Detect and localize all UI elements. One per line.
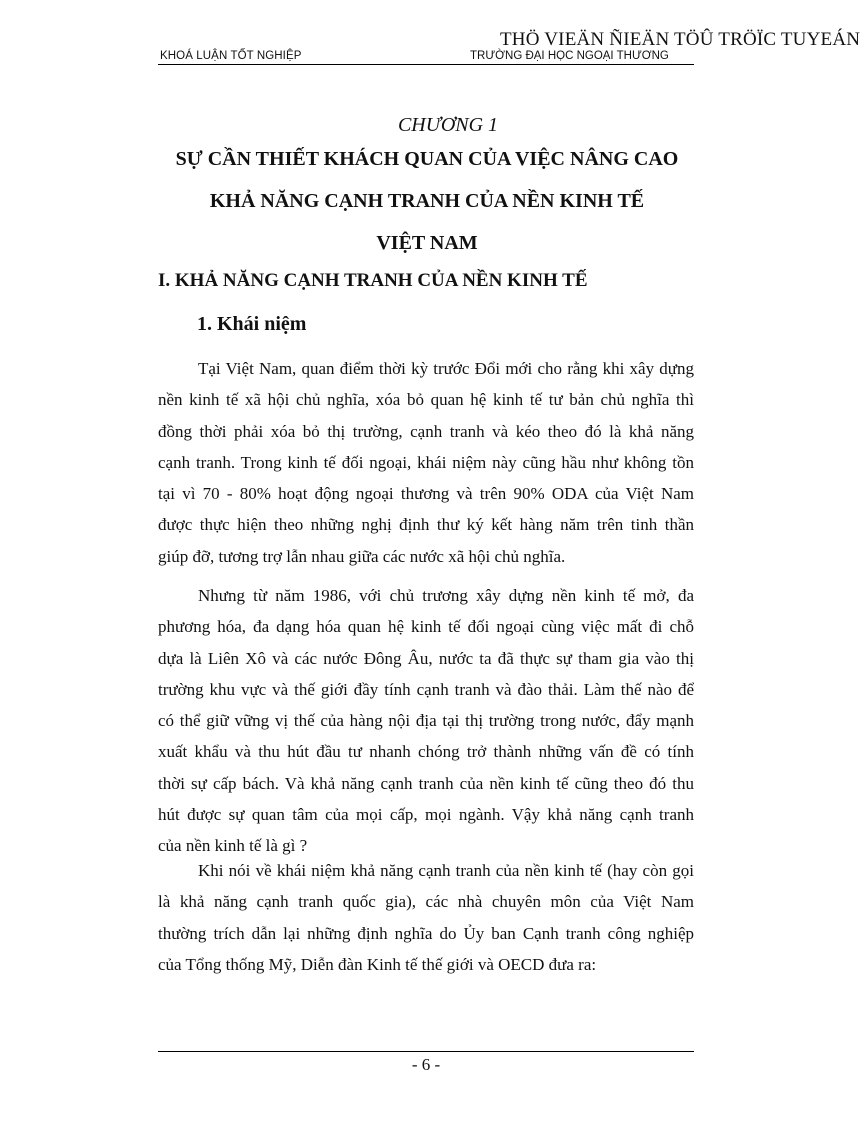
chapter-title [160,138,694,264]
text-line: Nhưng từ năm 1986, với chủ trương xây dựng nền kinh tế mở, đa [198,586,694,605]
chapter-title-line: SỰ CẦN THIẾT KHÁCH QUAN CỦA VIỆC NÂNG CAO [175,148,679,170]
text-line: phương hóa, đa dạng hóa quan hệ kinh tế đối ngoại cùng việc mất đi chỗ [158,617,694,637]
text-line: có thể giữ vững vị thế của hàng nội địa tại thị trường trong nước, đẩy mạnh [158,711,694,731]
text-line: trường khu vực và thế giới đầy tính cạnh tranh và đào thải. Làm thế nào để [158,679,694,699]
paragraph-1 [158,353,694,572]
text-line: giúp đỡ, tương trợ lẫn nhau giữa các nước xã hội chủ nghĩa. [158,546,566,566]
text-line: Khi nói về khái niệm khả năng cạnh tranh của nền kinh tế (hay còn gọi [198,861,694,880]
text-line: thời sự cấp bách. Và khả năng cạnh tranh của nền kinh tế cũng theo đó thu [158,773,694,793]
footer-divider [158,1051,694,1052]
header-left-text: KHOÁ LUẬN TỐT NGHIỆP [160,50,302,62]
text-line: của Tổng thống Mỹ, Diễn đàn Kinh tế thế giới và OECD đưa ra: [158,954,597,974]
text-line: nền kinh tế xã hội chủ nghĩa, xóa bỏ quan hệ kinh tế tư bản chủ nghĩa thì [158,390,694,410]
text-line: dựa là Liên Xô và các nước Đông Âu, nước ta đã thực sự tham gia vào thị [158,648,694,668]
text-line: cạnh tranh. Trong kinh tế đối ngoại, khái niệm này cũng hầu như không tồn [158,452,694,472]
chapter-label: CHƯƠNG 1 [397,114,499,136]
text-line: đồng thời phải xóa bỏ thị trường, cạnh tranh và kéo theo đó là khả năng [158,421,694,441]
text-line: hút được sự quan tâm của mọi cấp, mọi ngành. Vậy khả năng cạnh tranh [158,805,694,825]
text-line: được thực hiện theo những nghị định thư ký kết hàng năm trên tinh thần [158,515,694,535]
section-heading: I. KHẢ NĂNG CẠNH TRANH CỦA NỀN KINH TẾ [158,270,588,291]
watermark-text: THÖ VIEÄN ÑIEÄN TÖÛ TRÖÏC TUYEÁN [500,29,860,50]
paragraph-3 [158,855,694,980]
text-line: thường trích dẫn lại những định nghĩa do Ủy ban Cạnh tranh công nghiệp [158,923,694,943]
text-line: xuất khẩu và thu hút đầu tư nhanh chóng trở thành những vấn đề có tính [158,742,694,762]
text-line: tại vì 70 - 80% hoạt động ngoại thương và trên 90% ODA của Việt Nam [158,484,694,504]
subsection-heading: 1. Khái niệm [197,313,307,335]
text-line: là khả năng cạnh tranh quốc gia), các nhà chuyên môn của Việt Nam [158,892,694,912]
chapter-title-line: KHẢ NĂNG CẠNH TRANH CỦA NỀN KINH TẾ [209,190,645,212]
header-divider [158,64,694,65]
page-number: - 6 - [411,1055,441,1074]
chapter-title-line: VIỆT NAM [376,232,478,254]
text-line: của nền kinh tế là gì ? [158,836,308,856]
text-line: Tại Việt Nam, quan điểm thời kỳ trước Đổi mới cho rằng khi xây dựng [198,359,694,378]
paragraph-2 [158,580,694,862]
header-right-text: TRƯỜNG ĐẠI HỌC NGOẠI THƯƠNG [470,50,669,62]
